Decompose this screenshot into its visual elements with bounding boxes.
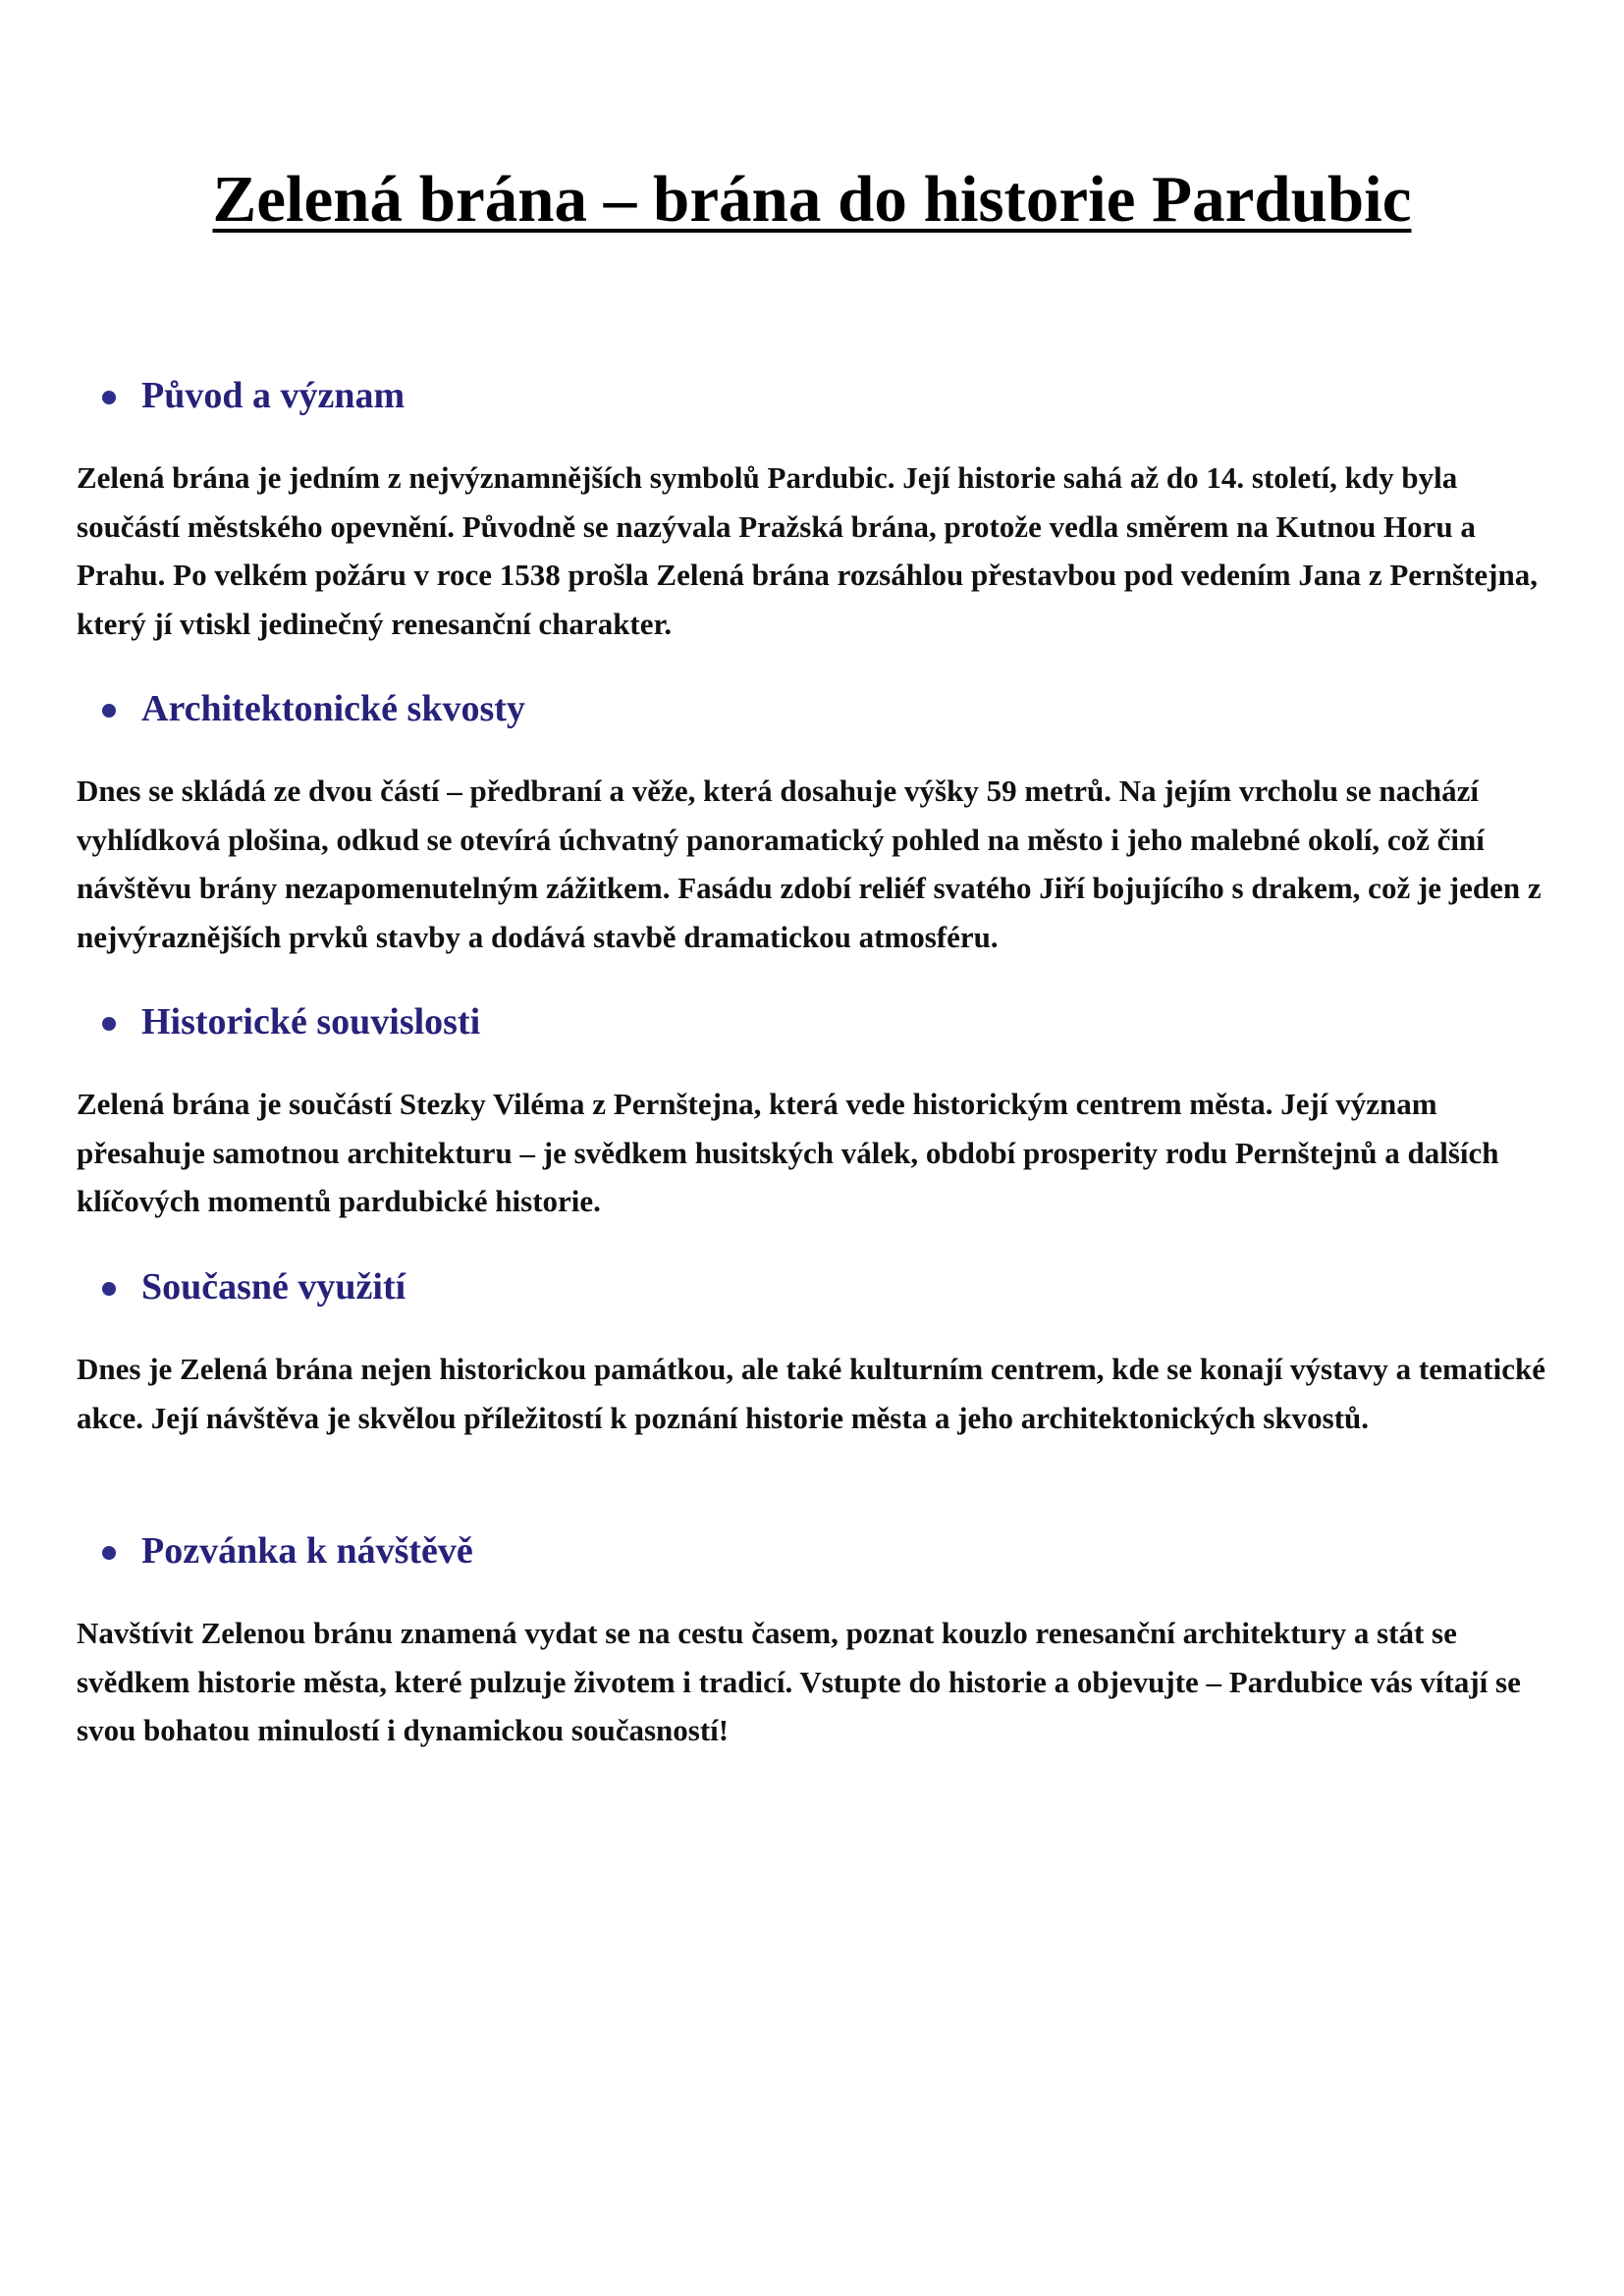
bullet-icon xyxy=(102,1546,116,1560)
section-heading-text: Současné využití xyxy=(141,1266,406,1308)
section-heading xyxy=(0,371,1624,420)
page-title xyxy=(0,155,1624,243)
section-heading xyxy=(0,997,1624,1046)
section-heading xyxy=(0,1262,1624,1311)
section-paragraph: Zelená brána je součástí Stezky Viléma z Pernštejna, která vede historickým centrem města. Její význam přesahuje samotnou architekturu – je svědkem husitských válek, období prosperity rodu Pernštejnů a dalších klíčových momentů pardubické historie. xyxy=(77,1087,1499,1218)
section-paragraph: Dnes se skládá ze dvou částí – předbraní a věže, která dosahuje výšky 59 metrů. Na jejím vrcholu se nachází vyhlídková plošina, odkud se otevírá úchvatný panoramatický pohled na město i jeho malebné okolí, což činí návštěvu brány nezapomenutelným zážitkem. Fasádu zdobí reliéf svatého Jiří bojujícího s drakem, což je jeden z nejvýraznějších prvků stavby a dodává stavbě dramatickou atmosféru. xyxy=(77,774,1542,954)
bullet-icon xyxy=(102,391,116,404)
section-paragraph: Navštívit Zelenou bránu znamená vydat se na cestu časem, poznat kouzlo renesanční architektury a stát se svědkem historie města, které pulzuje životem i tradicí. Vstupte do historie a objevujte – Pardubice vás vítají se svou bohatou minulostí i dynamickou současností! xyxy=(77,1616,1521,1747)
section-heading xyxy=(0,684,1624,733)
page-title-text: Zelená brána – brána do historie Pardubic xyxy=(212,163,1412,236)
section-heading-text: Původ a význam xyxy=(141,375,406,416)
section-heading-text: Pozvánka k návštěvě xyxy=(141,1530,473,1572)
section-paragraph: Zelená brána je jedním z nejvýznamnějších symbolů Pardubic. Její historie sahá až do 14. století, kdy byla součástí městského opevnění. Původně se nazývala Pražská brána, protože vedla směrem na Kutnou Horu a Prahu. Po velkém požáru v roce 1538 prošla Zelená brána rozsáhlou přestavbou pod vedením Jana z Pernštejna, který jí vtiskl jedinečný renesanční charakter. xyxy=(77,460,1538,641)
section-heading-text: Architektonické skvosty xyxy=(141,688,525,729)
section-heading-text: Historické souvislosti xyxy=(141,1001,481,1042)
section-paragraph: Dnes je Zelená brána nejen historickou památkou, ale také kulturním centrem, kde se konají výstavy a tematické akce. Její návštěva je skvělou příležitostí k poznání historie města a jeho architektonických skvostů. xyxy=(77,1352,1545,1435)
bullet-icon xyxy=(102,1017,116,1031)
bullet-icon xyxy=(102,704,116,718)
bullet-icon xyxy=(102,1282,116,1296)
section-heading xyxy=(0,1526,1624,1575)
